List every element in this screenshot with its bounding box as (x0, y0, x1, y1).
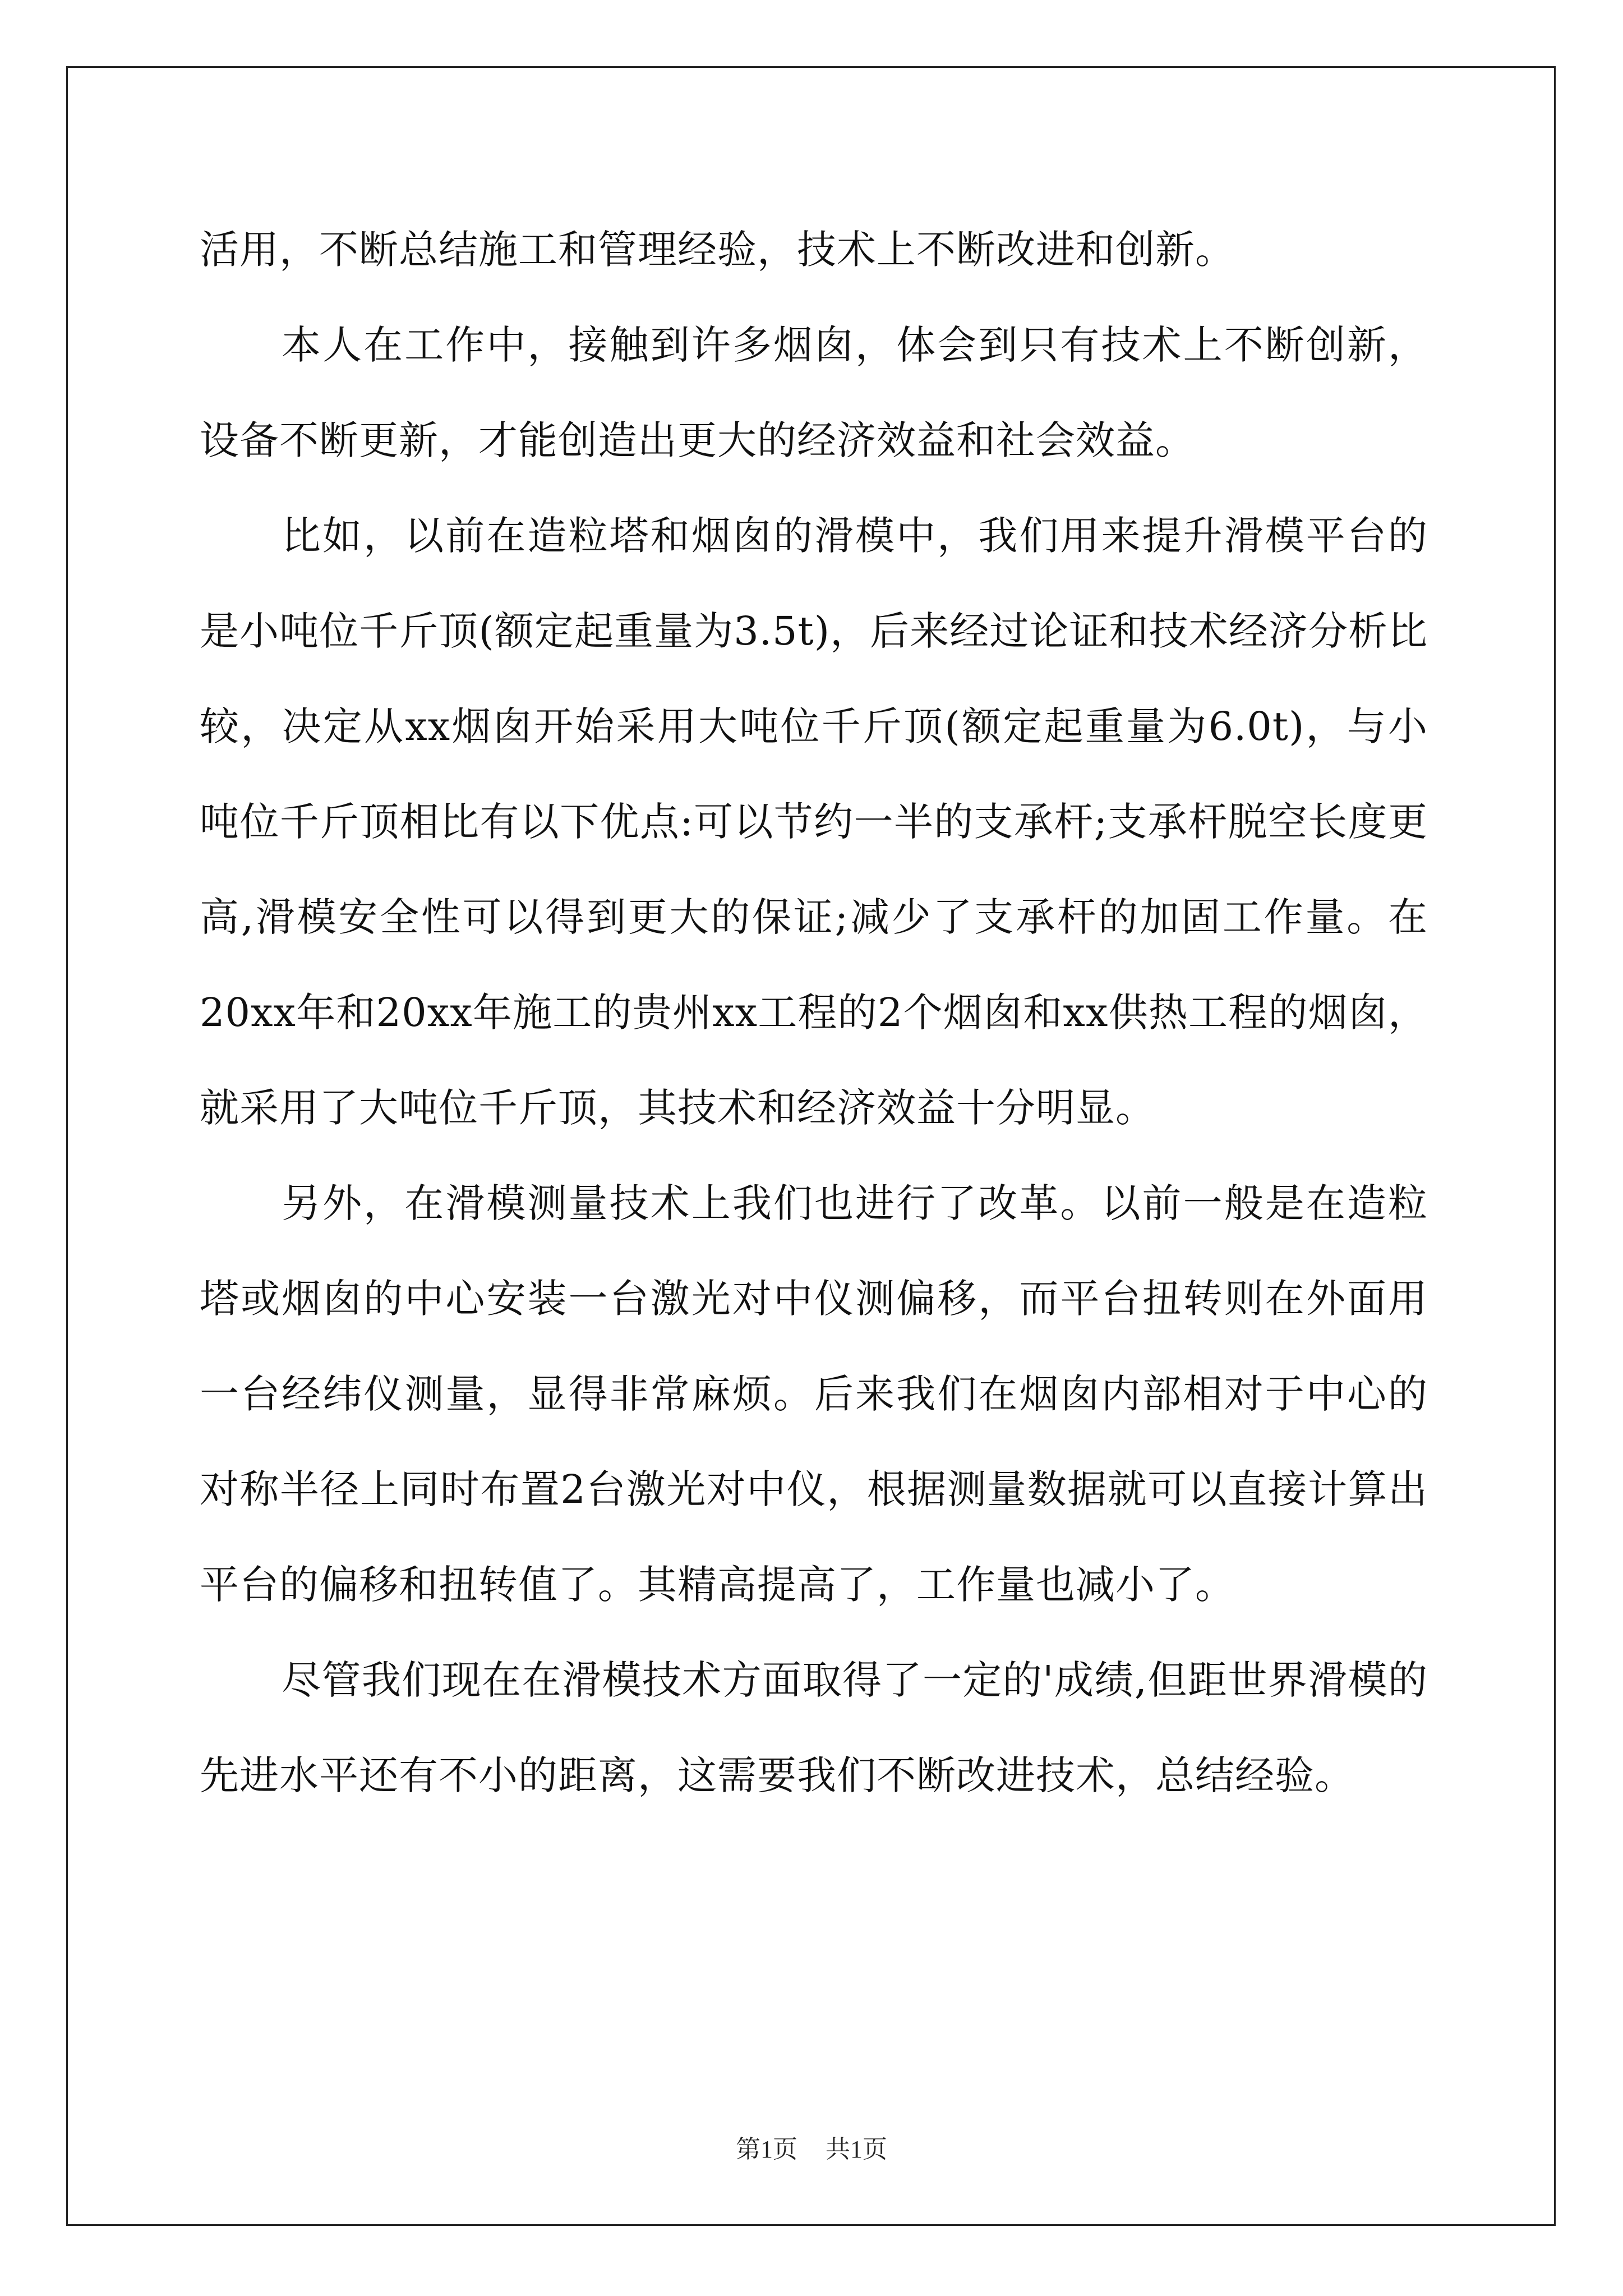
paragraph-3: 比如，以前在造粒塔和烟囱的滑模中，我们用来提升滑模平台的是小吨位千斤顶(额定起重量为3.5t)，后来经过论证和技术经济分析比较，决定从xx烟囱开始采用大吨位千斤顶(额定起重量为6.0t)，与小吨位千斤顶相比有以下优点:可以节约一半的支承杆;支承杆脱空长度更高,滑模安全性可以得到更大的保证;减少了支承杆的加固工作量。在20xx年和20xx年施工的贵州xx工程的2个烟囱和xx供热工程的烟囱，就采用了大吨位千斤顶，其技术和经济效益十分明显。 (200, 513, 1428, 1131)
paragraph-2: 本人在工作中，接触到许多烟囱，体会到只有技术上不断创新，设备不断更新，才能创造出更大的经济效益和社会效益。 (200, 322, 1428, 463)
document-body (200, 202, 1428, 1823)
paragraph-4: 另外，在滑模测量技术上我们也进行了改革。以前一般是在造粒塔或烟囱的中心安装一台激光对中仪测偏移，而平台扭转则在外面用一台经纬仪测量，显得非常麻烦。后来我们在烟囱内部相对于中心的对称半径上同时布置2台激光对中仪，根据测量数据就可以直接计算出平台的偏移和扭转值了。其精高提高了，工作量也减小了。 (200, 1180, 1428, 1608)
paragraph-5: 尽管我们现在在滑模技术方面取得了一定的'成绩,但距世界滑模的先进水平还有不小的距离，这需要我们不断改进技术，总结经验。 (200, 1657, 1428, 1798)
page-total: 共1页 (826, 2136, 887, 2163)
page-footer (0, 2129, 1623, 2165)
paragraph-1: 活用，不断总结施工和管理经验，技术上不断改进和创新。 (200, 227, 1235, 273)
page-number: 第1页 (736, 2136, 797, 2163)
